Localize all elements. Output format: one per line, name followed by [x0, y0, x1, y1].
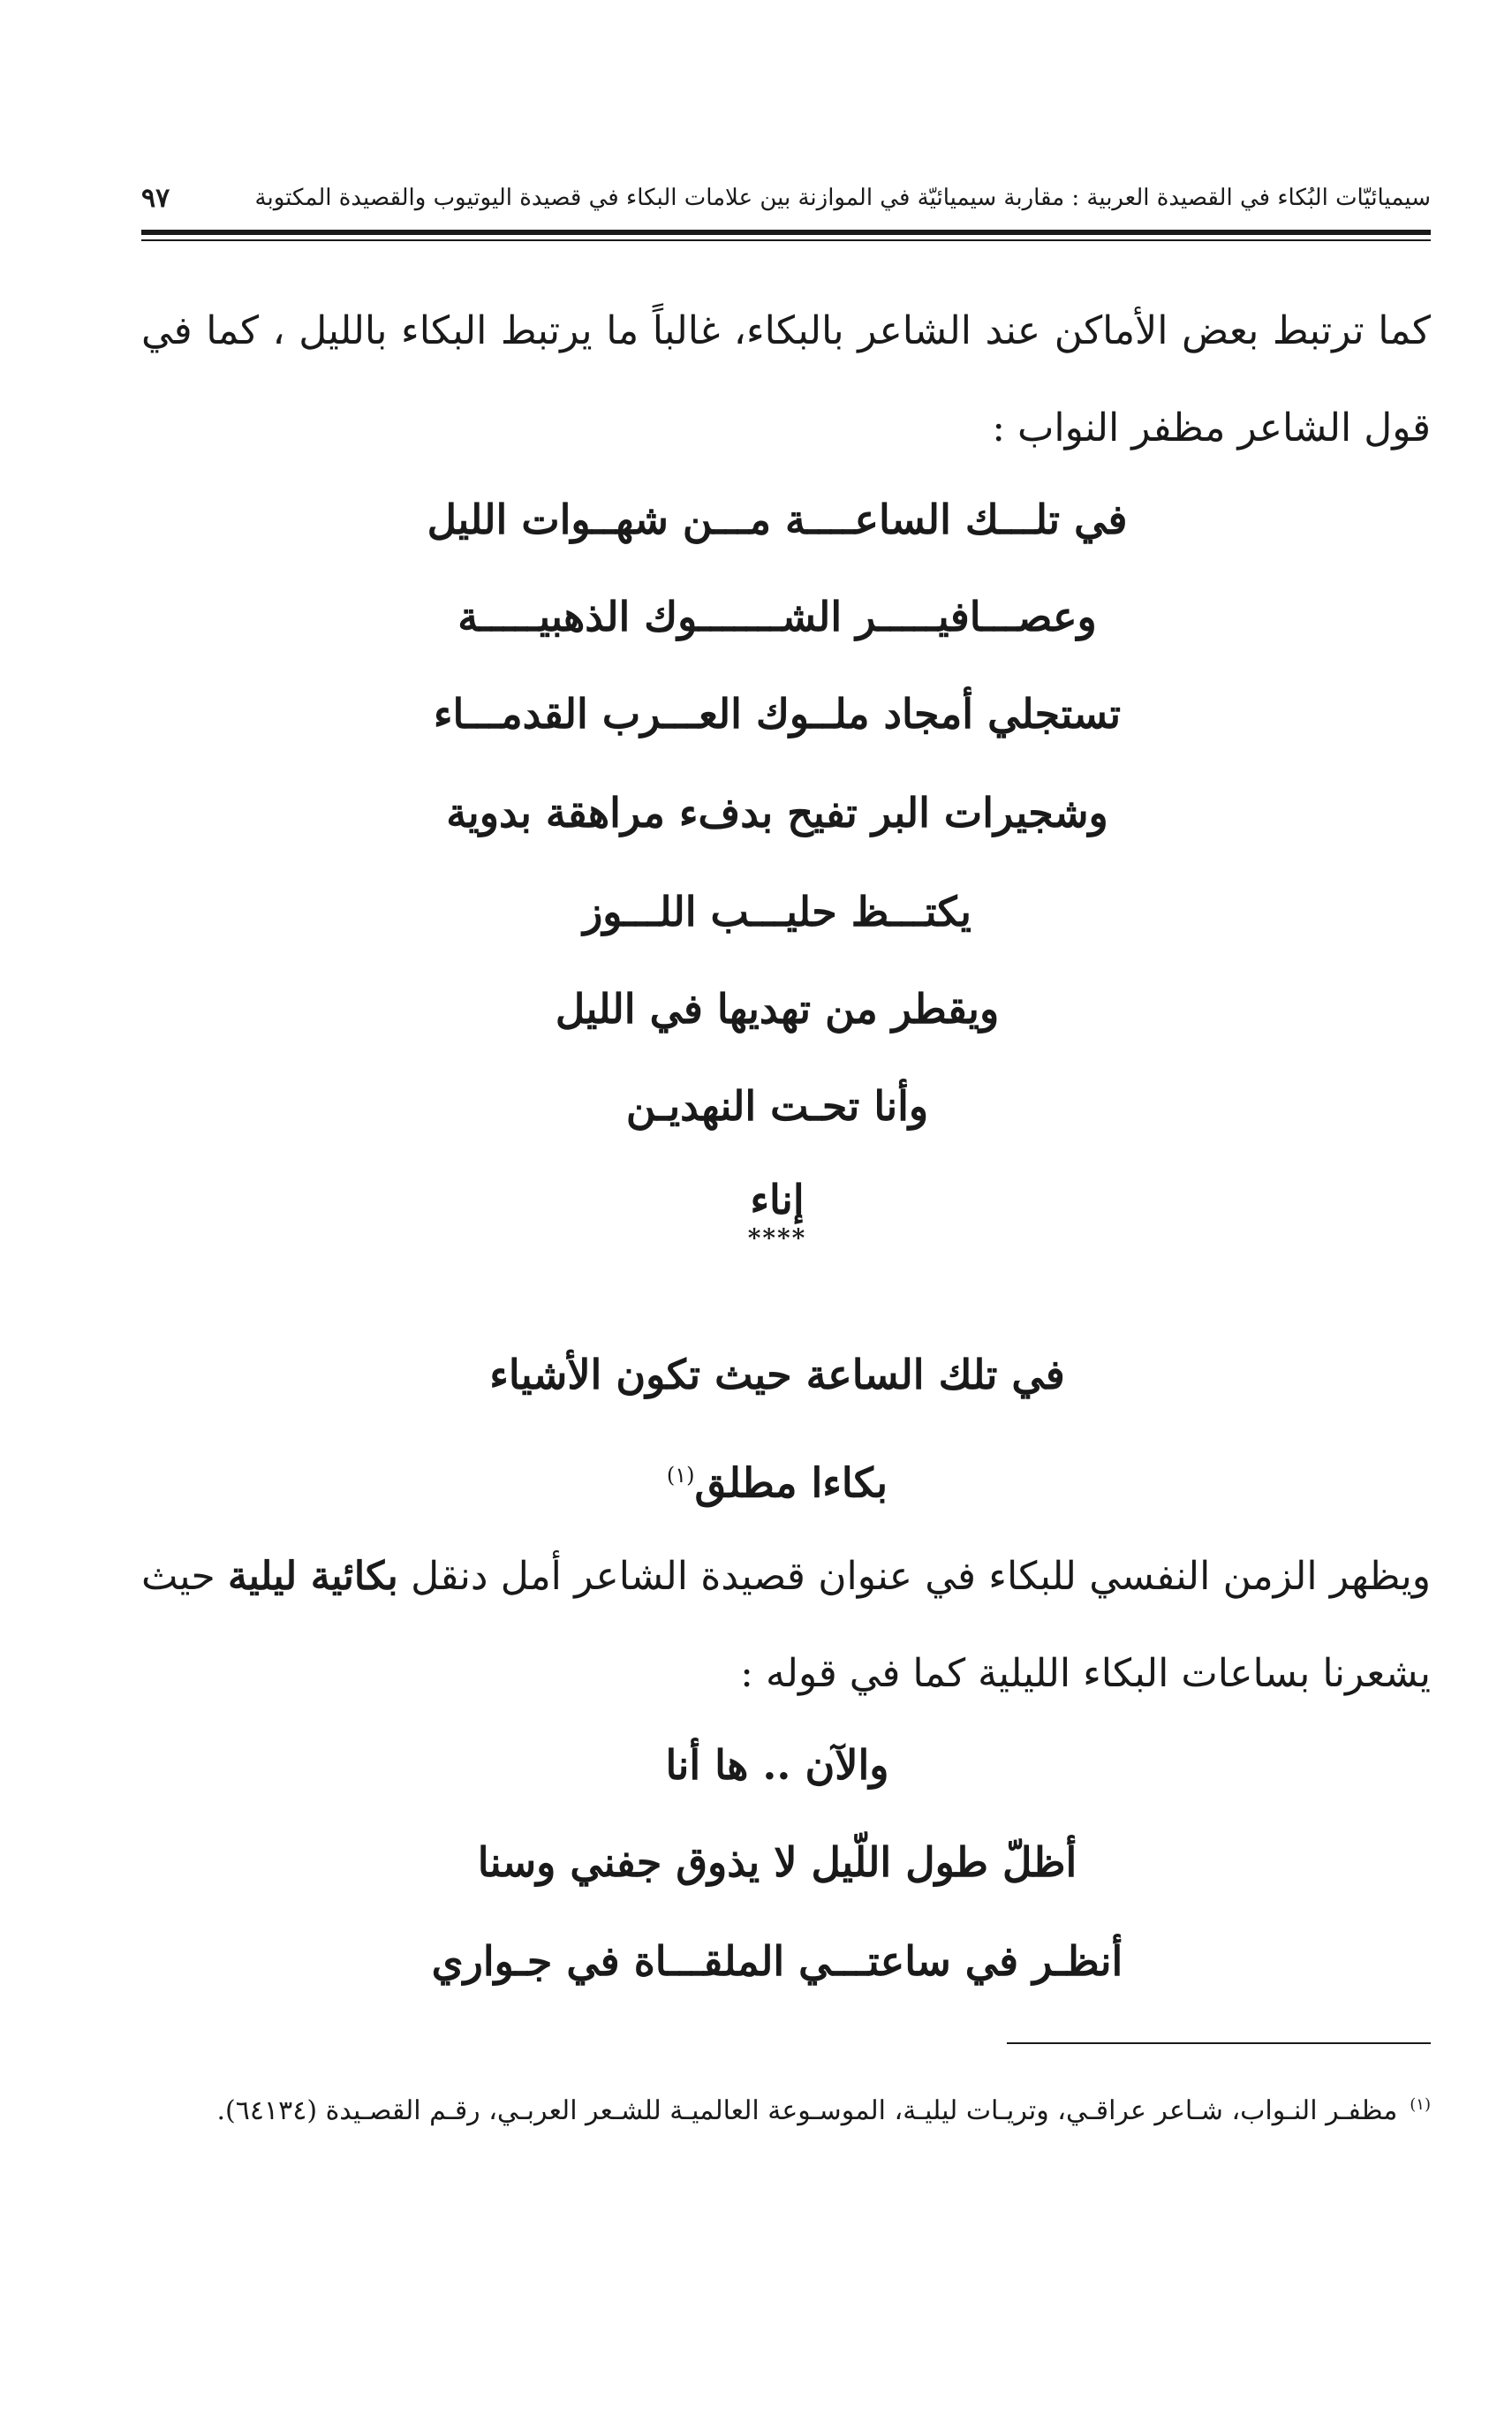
poem1-line: يكتـــظ حليـــب اللـــوز [583, 888, 971, 935]
section-separator: **** [747, 1223, 807, 1253]
header-title: سيميائيّات البُكاء في القصيدة العربية : مقاربة سيميائيّة في الموازنة بين علامات البكاء في قصيدة اليوتيوب والقصيدة المكتوبة [254, 185, 1431, 211]
header-rule-thin [141, 239, 1431, 241]
poem1-line: وعصـــافيـــــر الشـــــــوك الذهبيـــــة [457, 593, 1097, 640]
poem1-line: إناء [750, 1176, 805, 1223]
footnote-reference: (١) [666, 1463, 695, 1488]
footnote-rule [1007, 2042, 1431, 2044]
footnote [141, 2076, 1431, 2140]
paragraph-text: حيث يشعرنا بساعات البكاء الليلية كما في قوله : [141, 1554, 1431, 1696]
poem2-line-text: بكاءا مطلق [694, 1458, 888, 1507]
footnote-text: مظفـر النـواب، شـاعر عراقـي، وتريـات ليليـة، الموسـوعة العالميـة للشـعر العربـي، رقـم القصـيدة (٦٤١٣٤). [216, 2095, 1398, 2126]
poem1-line: تستجلي أمجاد ملــوك العـــرب القدمـــاء [433, 690, 1122, 738]
poem1-line: وشجيرات البر تفيح بدفء مراهقة بدوية [446, 789, 1108, 837]
paragraph-amal-dunqul [141, 1528, 1431, 1723]
footnote-marker: (١) [1410, 2095, 1431, 2114]
poem3-line: والآن .. ها أنا [665, 1741, 889, 1789]
paragraph-text: ويظهر الزمن النفسي للبكاء في عنوان قصيدة الشاعر أمل دنقل [397, 1554, 1432, 1599]
poem1-line: في تلـــك الساعــــة مـــن شهــوات الليل [427, 496, 1128, 543]
poem3-line: أنظـر في ساعتـــي الملقـــاة في جـواري [431, 1937, 1123, 1985]
header-rule-thick [141, 230, 1431, 235]
poem3-line: أظلّ طول اللّيل لا يذوق جفني وسنا [477, 1838, 1077, 1886]
poem-title-bold: بكائية ليلية [227, 1554, 398, 1599]
poem2-line-with-note [265, 1440, 1289, 1511]
paragraph-intro: كما ترتبط بعض الأماكن عند الشاعر بالبكاء، غالباً ما يرتبط البكاء بالليل ، كما في قول الشاعر مظفر النواب : [141, 308, 1431, 451]
poem1-line: ويقطر من تهديها في الليل [555, 985, 1000, 1033]
page-number: ٩٧ [141, 182, 170, 214]
running-header [141, 177, 1431, 219]
poem2-line: في تلك الساعة حيث تكون الأشياء [489, 1351, 1065, 1398]
poem1-line: وأنا تحـت النهديـن [625, 1082, 929, 1130]
